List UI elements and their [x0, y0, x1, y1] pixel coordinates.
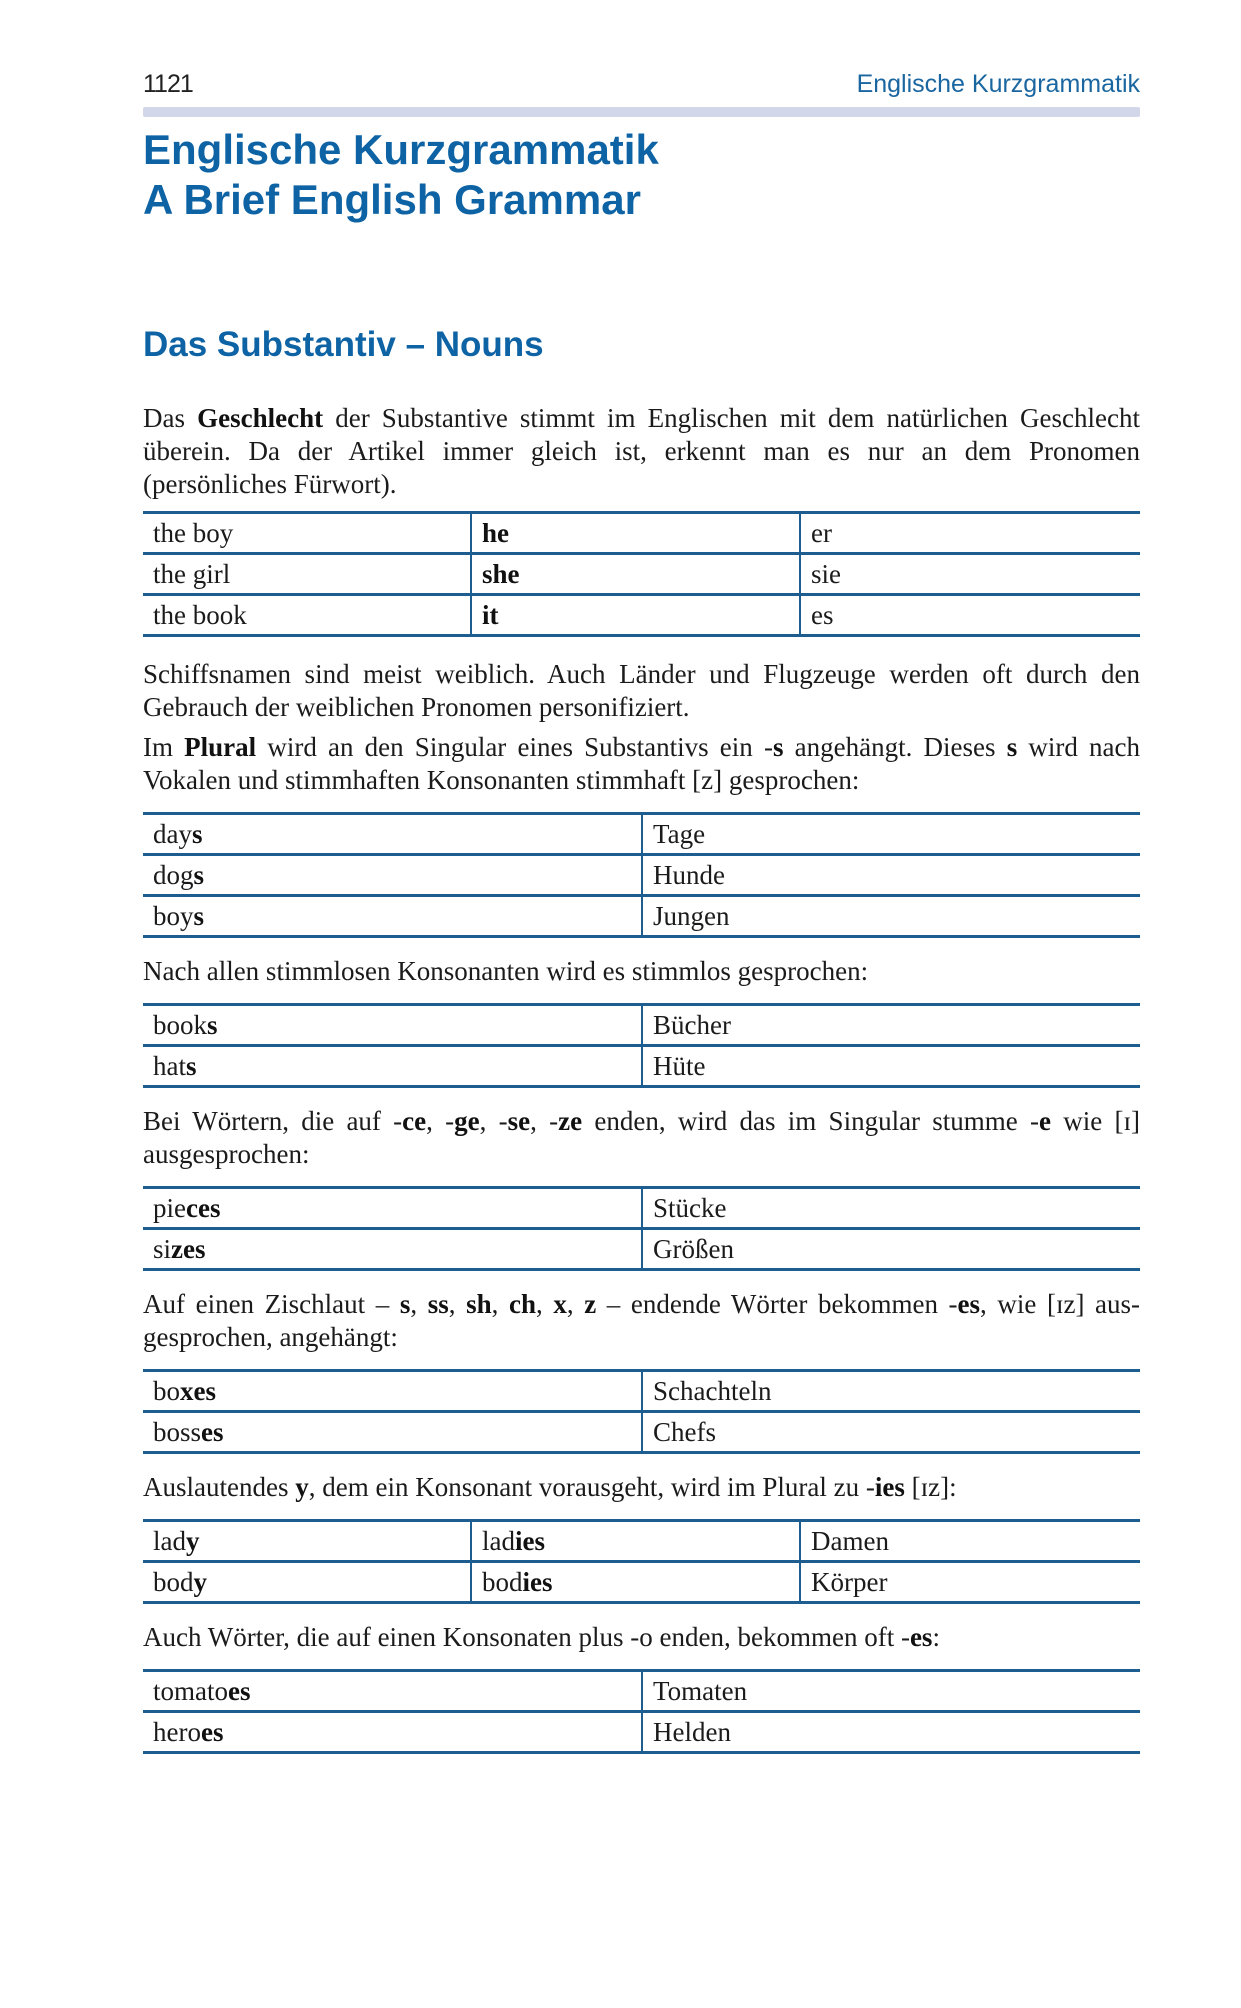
bold-text: s [193, 900, 205, 931]
paragraph-ship-names: Schiffsnamen sind meist weiblich. Auch Länder und Flugzeuge werden oft durch den Gebrauch der weiblichen Pronomen personifiziert. [143, 659, 1140, 722]
bold-text: ce [402, 1106, 427, 1136]
table-cell: sizes [143, 1229, 642, 1270]
bold-text: she [482, 558, 520, 589]
table-row [143, 513, 1140, 554]
table-cell: hats [143, 1046, 642, 1087]
bold-text: s [191, 818, 203, 849]
table-gender-pronouns [143, 511, 1140, 637]
bold-text: Geschlecht [197, 403, 324, 433]
table-row [143, 855, 1140, 896]
bold-text: y [186, 1525, 200, 1556]
table-cell: Größen [642, 1229, 1140, 1270]
table-cell: the boy [143, 513, 471, 554]
bold-text: es [200, 1716, 224, 1747]
bold-text: se [507, 1106, 531, 1136]
bold-text: y [295, 1472, 309, 1502]
table-row [143, 1188, 1140, 1229]
bold-text: ces [186, 1192, 221, 1223]
bold-text: ch [508, 1289, 536, 1319]
table-cell: Bücher [642, 1005, 1140, 1046]
table-plural-voiceless [143, 1003, 1140, 1088]
bold-text: s [1006, 732, 1018, 762]
table-cell: Hunde [642, 855, 1140, 896]
table-row [143, 814, 1140, 855]
bold-text: ies [515, 1525, 545, 1556]
table-cell [471, 554, 800, 595]
paragraph-voiceless: Nach allen stimmlosen Konsonanten wird es stimmlos gesprochen: [143, 956, 869, 986]
table-cell: bosses [143, 1412, 642, 1453]
table-row [143, 1562, 1140, 1603]
table-cell: Hüte [642, 1046, 1140, 1087]
bold-text: es [909, 1622, 933, 1652]
table-cell: lady [143, 1521, 471, 1562]
table-plural-sibilant [143, 1369, 1140, 1454]
table-row [143, 1521, 1140, 1562]
table-cell: books [143, 1005, 642, 1046]
bold-text: ze [558, 1106, 583, 1136]
bold-text: ies [522, 1566, 553, 1597]
bold-text: s [207, 1009, 218, 1040]
bold-text: ies [874, 1472, 905, 1502]
bold-text: e [1039, 1106, 1052, 1136]
bold-text: es [228, 1675, 251, 1706]
table-cell: Helden [642, 1712, 1140, 1753]
table-cell [471, 513, 800, 554]
table-row [143, 896, 1140, 937]
table-cell: Jungen [642, 896, 1140, 937]
table-cell: Körper [800, 1562, 1140, 1603]
table-row [143, 1412, 1140, 1453]
bold-text: xes [180, 1375, 216, 1406]
table-cell: pieces [143, 1188, 642, 1229]
bold-text: sh [466, 1289, 492, 1319]
page-title [143, 125, 659, 225]
table-row [143, 1046, 1140, 1087]
section-heading: Das Substantiv – Nouns [143, 325, 544, 364]
paragraph-consonant-o: Auch Wörter, die auf einen Konsonaten plus -o enden, bekommen oft -es: [143, 1622, 940, 1652]
table-row [143, 595, 1140, 636]
table-cell: ladies [471, 1521, 800, 1562]
table-cell: er [800, 513, 1140, 554]
bold-text: it [482, 599, 499, 630]
table-cell: boys [143, 896, 642, 937]
table-cell: tomatoes [143, 1671, 642, 1712]
table-row [143, 1229, 1140, 1270]
running-head [143, 70, 1140, 100]
bold-text: s [193, 859, 205, 890]
page-title-english: A Brief English Grammar [143, 176, 641, 223]
table-cell: Chefs [642, 1412, 1140, 1453]
table-cell: es [800, 595, 1140, 636]
table-cell [471, 595, 800, 636]
paragraph-sibilant: Auf einen Zischlaut – s, ss, sh, ch, x, z – endende Wörter bekommen -es, wie [ɪz] ausgesprochen, angehängt: [143, 1289, 1141, 1352]
table-cell: the girl [143, 554, 471, 595]
bold-text: Plural [184, 732, 257, 762]
table-cell: bodies [471, 1562, 800, 1603]
header-rule [143, 107, 1140, 117]
table-cell: Tage [642, 814, 1140, 855]
table-cell: boxes [143, 1371, 642, 1412]
table-row [143, 1671, 1140, 1712]
table-row [143, 554, 1140, 595]
bold-text: z [584, 1289, 597, 1319]
page-number: 1121 [143, 70, 193, 98]
table-row [143, 1005, 1140, 1046]
table-plural-ies [143, 1519, 1140, 1604]
table-cell: body [143, 1562, 471, 1603]
table-plural-voiced [143, 812, 1140, 938]
paragraph-plural: Im Plural wird an den Singular eines Substantivs ein -s angehängt. Dieses s wird nach Vokalen und stimmhaften Konsonanten stimmhaft [z] gesprochen: [143, 732, 1141, 795]
table-cell: the book [143, 595, 471, 636]
table-cell: days [143, 814, 642, 855]
table-cell: Damen [800, 1521, 1140, 1562]
table-cell: sie [800, 554, 1140, 595]
bold-text: s [186, 1050, 197, 1081]
bold-text: ss [427, 1289, 449, 1319]
table-plural-oes [143, 1669, 1140, 1754]
bold-text: ge [454, 1106, 480, 1136]
bold-text: es [201, 1416, 224, 1447]
table-cell: Tomaten [642, 1671, 1140, 1712]
table-cell: Schachteln [642, 1371, 1140, 1412]
running-head-title: Englische Kurzgrammatik [856, 70, 1140, 98]
bold-text: x [553, 1289, 567, 1319]
table-cell: Stücke [642, 1188, 1140, 1229]
bold-text: y [193, 1566, 207, 1597]
table-row [143, 1371, 1140, 1412]
bold-text: zes [171, 1233, 206, 1264]
table-cell: heroes [143, 1712, 642, 1753]
paragraph-silent-e: Bei Wörtern, die auf -ce, -ge, -se, -ze enden, wird das im Singular stumme -e wie [ɪ] ausgesprochen: [143, 1106, 1141, 1169]
table-cell: dogs [143, 855, 642, 896]
page-title-german: Englische Kurzgrammatik [143, 126, 659, 173]
bold-text: he [482, 517, 509, 548]
bold-text: s [772, 732, 784, 762]
paragraph-final-y: Auslautendes y, dem ein Konsonant vorausgeht, wird im Plural zu -ies [ɪz]: [143, 1472, 957, 1502]
bold-text: s [399, 1289, 411, 1319]
table-row [143, 1712, 1140, 1753]
table-plural-silent-e [143, 1186, 1140, 1271]
paragraph-gender: Das Geschlecht der Substantive stimmt im Englischen mit dem natürlichen Geschlecht überein. Da der Artikel immer gleich ist, erkennt man es nur an dem Pronomen (persönliches Fürwort). [143, 403, 1140, 499]
bold-text: es [957, 1289, 981, 1319]
